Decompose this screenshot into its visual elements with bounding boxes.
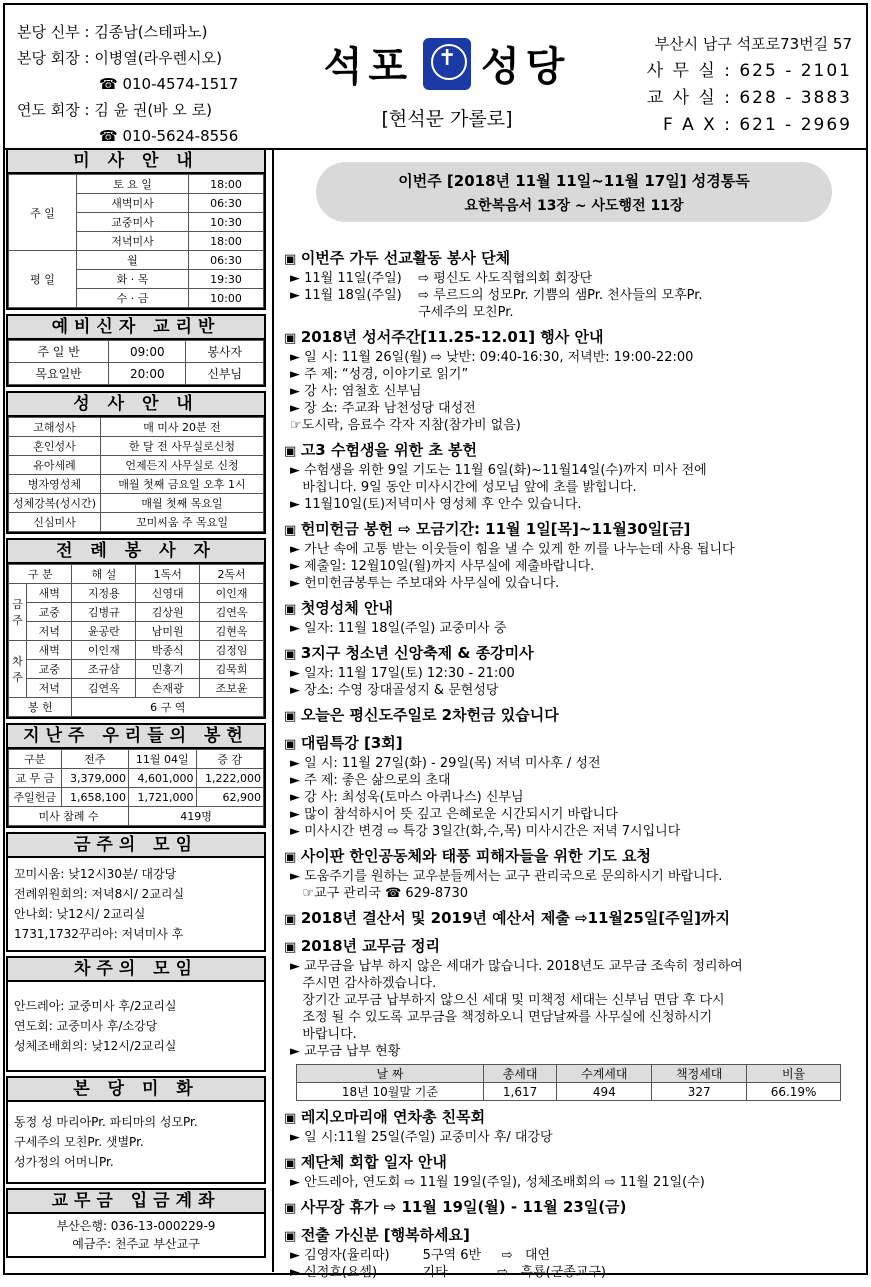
notice-section xyxy=(284,936,862,1101)
notice-line: ► 미사시간 변경 ⇨ 특강 3일간(화,수,목) 미사시간은 저녁 7시입니다 xyxy=(290,824,681,839)
title-part-b: 성당 xyxy=(481,44,571,90)
notice-line: ► 많이 참석하시어 뜻 깊고 은혜로운 시간되시기 바랍니다 xyxy=(290,807,618,822)
prayer-phone: ☎ 010-5624-8556 xyxy=(99,127,239,145)
notice-section xyxy=(284,643,862,699)
table-cell: 20:00 xyxy=(109,363,186,385)
table-row xyxy=(9,475,264,494)
ministry-title: 전 례 봉 사 자 xyxy=(8,540,264,564)
table-row xyxy=(9,660,264,679)
mass-day: 화 · 목 xyxy=(77,270,189,289)
table-cell: 김정임 xyxy=(200,641,264,660)
table-cell: 신부님 xyxy=(186,363,264,385)
notice-title: ▣ 3지구 청소년 신앙축제 & 종강미사 xyxy=(284,643,862,665)
meeting-item: 연도회: 교중미사 후/소강당 xyxy=(14,1019,158,1033)
header-cell: 증 감 xyxy=(196,750,264,769)
table-row xyxy=(9,175,264,194)
notice-title: ▣ 2018년 결산서 및 2019년 예산서 제출 ⇨11월25일[주일]까지 xyxy=(284,908,862,930)
table-cell: 주 일 반 xyxy=(9,341,109,363)
notice-section xyxy=(284,327,862,434)
notice-line: ► 강 사: 염철호 신부님 xyxy=(290,384,422,399)
notice-line: ► 11월10일(토)저녁미사 영성체 후 안수 있습니다. xyxy=(290,497,582,512)
table-cell: 62,900 xyxy=(196,788,264,807)
mass-time: 06:30 xyxy=(189,194,264,213)
sacrament-name: 병자영성체 xyxy=(9,475,101,494)
mass-group: 주 일 xyxy=(9,175,77,251)
meeting-item: 안드레아: 교중미사 후/2교리실 xyxy=(14,999,177,1013)
header-cell: 구 분 xyxy=(9,565,72,584)
sacrament-name: 신심미사 xyxy=(9,513,101,532)
notice-line: 주시면 감사하겠습니다. xyxy=(290,976,437,991)
notice-title: ▣ 헌미헌금 봉헌 ⇨ 모금기간: 11월 1일[목]~11월30일[금] xyxy=(284,519,862,541)
table-cell: 1,658,100 xyxy=(61,788,128,807)
table-row xyxy=(9,341,264,363)
table-cell: 새벽 xyxy=(27,584,72,603)
notice-line: 구세주의 모친Pr. xyxy=(290,305,514,320)
mass-time: 10:30 xyxy=(189,213,264,232)
table-cell: 손재광 xyxy=(136,679,200,698)
table-cell: 교중 xyxy=(27,660,72,679)
table-cell: 18년 10월말 기준 xyxy=(297,1083,484,1101)
notice-line: ► 장 소: 주교좌 남천성당 대성전 xyxy=(290,401,476,416)
notice-line: ► 주 제: “성경, 이야기로 읽기” xyxy=(290,367,469,382)
notice-section xyxy=(284,1197,862,1219)
table-cell: 민홍기 xyxy=(136,660,200,679)
offering-box xyxy=(6,723,266,828)
table-row xyxy=(9,807,264,826)
table-row xyxy=(9,622,264,641)
notice-line: ► 일 시:11월 25일(주일) 교중미사 후/ 대강당 xyxy=(290,1130,553,1145)
mass-time: 18:00 xyxy=(189,232,264,251)
notice-section xyxy=(284,1152,862,1191)
table-cell: 김병규 xyxy=(72,603,136,622)
table-cell: 신영대 xyxy=(136,584,200,603)
notice-line: ► 장소: 수영 장대골성지 & 문현성당 xyxy=(290,683,499,698)
notice-title: ▣ 2018년 교무금 정리 xyxy=(284,936,862,958)
teacher-tel: 교 사 실 : 628 - 3883 xyxy=(646,88,852,108)
notice-line: ► 도움주기를 원하는 교우분들께서는 교구 관리국으로 문의하시기 바랍니다. xyxy=(290,869,723,884)
prayer-president: 연도 회장 : 김 윤 권(바 오 로) xyxy=(17,101,213,119)
week-group: 차주 xyxy=(9,641,27,698)
account-line: 예금주: 천주교 부산교구 xyxy=(72,1237,200,1251)
table-cell: 김묵희 xyxy=(200,660,264,679)
table-cell: 교 무 금 xyxy=(9,769,62,788)
table-cell: 09:00 xyxy=(109,341,186,363)
table-cell: 조보윤 xyxy=(200,679,264,698)
title-part-a: 석포 xyxy=(323,44,413,90)
notice-line: ► 일 시: 11월 27일(화) - 29일(목) 저녁 미사후 / 성전 xyxy=(290,756,601,771)
notice-section xyxy=(284,908,862,930)
mass-time: 18:00 xyxy=(189,175,264,194)
parish-president: 본당 회장 : 이병열(라우렌시오) xyxy=(17,49,222,67)
sacrament-name: 혼인성사 xyxy=(9,437,101,456)
notices xyxy=(284,248,862,1287)
notice-line: ☞도시락, 음료수 각자 지참(참가비 없음) xyxy=(290,418,521,433)
header-cell: 1독서 xyxy=(136,565,200,584)
notice-line: ► 강 사: 최성욱(토마스 아퀴나스) 신부님 xyxy=(290,790,524,805)
notice-title: ▣ 이번주 가두 선교활동 봉사 단체 xyxy=(284,248,862,270)
header-cell: 비율 xyxy=(747,1065,841,1083)
notice-section xyxy=(284,440,862,513)
notice-title: ▣ 사이판 한인공동체와 태풍 피해자들을 위한 기도 요청 xyxy=(284,846,862,868)
week-group: 금주 xyxy=(9,584,27,641)
mass-day: 저녁미사 xyxy=(77,232,189,251)
notice-line: 바랍니다. xyxy=(290,1027,357,1042)
offering-label: 봉 헌 xyxy=(9,698,72,717)
account-box xyxy=(6,1188,266,1258)
notice-line: ► 11월 11일(주일) ⇨ 평신도 사도직협의회 회장단 xyxy=(290,271,593,286)
notice-title: ▣ 대림특강 [3회] xyxy=(284,733,862,755)
offering-title: 지난주 우리들의 봉헌 xyxy=(8,725,264,749)
notice-line: 바칩니다. 9일 동안 미사시간에 성모님 앞에 초를 밝힙니다. xyxy=(290,480,637,495)
table-header xyxy=(9,565,264,584)
table-cell: 이인재 xyxy=(200,584,264,603)
table-cell: 66.19% xyxy=(747,1083,841,1101)
presidium-item: 구세주의 모친Pr. 샛별Pr. xyxy=(14,1135,144,1149)
right-column xyxy=(272,148,864,1280)
offering-group: 6 구 역 xyxy=(72,698,264,717)
header-cell: 11월 04일 xyxy=(129,750,196,769)
account-line: 부산은행: 036-13-000229-9 xyxy=(56,1219,216,1233)
header-cell: 날 짜 xyxy=(297,1065,484,1083)
header-cell: 해 설 xyxy=(72,565,136,584)
president-phone: ☎ 010-4574-1517 xyxy=(99,75,239,93)
sacrament-info: 매월 첫째 목요일 xyxy=(101,494,264,513)
notice-title: ▣ 전출 가신분 [행복하세요] xyxy=(284,1225,862,1247)
notice-line: ► 일자: 11월 18일(주일) 교중미사 중 xyxy=(290,621,507,636)
table-cell: 3,379,000 xyxy=(61,769,128,788)
header-cell: 전주 xyxy=(61,750,128,769)
meeting-item: 성체조배회의: 낮12시/2교리실 xyxy=(14,1039,177,1053)
church-emblem-icon xyxy=(423,38,471,90)
catechumen-title: 예비신자 교리반 xyxy=(8,316,264,340)
mass-time: 06:30 xyxy=(189,251,264,270)
table-row xyxy=(9,437,264,456)
notice-line: 장기간 교무금 납부하지 않으신 세대 및 미책정 세대는 신부님 면담 후 다시 xyxy=(290,993,725,1008)
notice-line: ► 일자: 11월 17일(토) 12:30 - 21:00 xyxy=(290,666,515,681)
mass-box xyxy=(6,148,266,310)
table-row xyxy=(9,418,264,437)
notice-section xyxy=(284,705,862,727)
table-header xyxy=(9,750,264,769)
notice-line: 조정 될 수 있도록 교무금을 책정하오니 면담날짜를 사무실에 신청하시기 xyxy=(290,1010,713,1025)
table-cell: 327 xyxy=(652,1083,747,1101)
table-cell: 1,617 xyxy=(483,1083,556,1101)
table-cell: 저녁 xyxy=(27,622,72,641)
notice-section xyxy=(284,1225,862,1281)
table-row xyxy=(9,513,264,532)
header-address xyxy=(647,31,852,139)
patrons-title: 본 당 미 화 xyxy=(8,1078,264,1102)
patrons-box xyxy=(6,1076,266,1184)
table-cell: 봉사자 xyxy=(186,341,264,363)
table-cell: 1,721,000 xyxy=(129,788,196,807)
table-cell: 남미원 xyxy=(136,622,200,641)
thisweek-title: 금주의 모임 xyxy=(8,834,264,858)
catechumen-box xyxy=(6,314,266,387)
table-row xyxy=(9,603,264,622)
header-cell: 총세대 xyxy=(483,1065,556,1083)
header-cell: 수계세대 xyxy=(557,1065,652,1083)
notice-line: ► 김영자(율리따) 5구역 6반 ⇨ 대연 xyxy=(290,1248,551,1263)
mass-day: 교중미사 xyxy=(77,213,189,232)
notice-title: ▣ 첫영성체 안내 xyxy=(284,598,862,620)
mass-day: 월 xyxy=(77,251,189,270)
mass-time: 10:00 xyxy=(189,289,264,308)
header-contacts xyxy=(17,19,238,149)
mass-time: 19:30 xyxy=(189,270,264,289)
notice-section xyxy=(284,248,862,321)
notice-section xyxy=(284,733,862,840)
table-cell: 새벽 xyxy=(27,641,72,660)
mass-day: 수 · 금 xyxy=(77,289,189,308)
notice-line: ► 교무금 납부 현황 xyxy=(290,1044,401,1059)
meeting-item: 1731,1732꾸리아: 저녁미사 후 xyxy=(14,927,184,941)
table-cell: 김연옥 xyxy=(72,679,136,698)
notice-section xyxy=(284,598,862,637)
table-cell: 박종식 xyxy=(136,641,200,660)
table-row xyxy=(9,251,264,270)
presidium-item: 성가정의 어머니Pr. xyxy=(14,1155,114,1169)
fax: F A X : 621 - 2969 xyxy=(662,115,852,135)
budget-table xyxy=(296,1064,841,1101)
nextweek-title: 차주의 모임 xyxy=(8,958,264,982)
sacrament-name: 성체강복(성시간) xyxy=(9,494,101,513)
address: 부산시 남구 석포로73번길 57 xyxy=(654,35,852,53)
table-cell: 목요일반 xyxy=(9,363,109,385)
sacrament-info: 꼬미씨움 주 목요일 xyxy=(101,513,264,532)
sacrament-title: 성 사 안 내 xyxy=(8,393,264,417)
meeting-item: 전례위원회의: 저녁8시/ 2교리실 xyxy=(14,887,185,901)
table-cell: 1,222,000 xyxy=(196,769,264,788)
notice-line: ► 교무금을 납부 하지 않은 세대가 많습니다. 2018년도 교무금 조속히 정리하여 xyxy=(290,959,743,974)
sacrament-name: 유아세례 xyxy=(9,456,101,475)
notice-title: ▣ 2018년 성서주간[11.25-12.01] 행사 안내 xyxy=(284,327,862,349)
table-cell: 지정용 xyxy=(72,584,136,603)
sacrament-name: 고해성사 xyxy=(9,418,101,437)
table-cell: 저녁 xyxy=(27,679,72,698)
sacrament-info: 언제든지 사무실로 신청 xyxy=(101,456,264,475)
notice-section xyxy=(284,1107,862,1146)
table-row xyxy=(9,769,264,788)
table-row xyxy=(9,584,264,603)
notice-line: ► 안드레아, 연도회 ⇨ 11월 19일(주일), 성체조배회의 ⇨ 11월 21일(수) xyxy=(290,1175,705,1190)
sacrament-box xyxy=(6,391,266,534)
mass-day: 새벽미사 xyxy=(77,194,189,213)
notice-section xyxy=(284,519,862,592)
account-title: 교무금 입금계좌 xyxy=(8,1190,264,1214)
notice-title: ▣ 사무장 휴가 ⇨ 11월 19일(월) - 11월 23일(금) xyxy=(284,1197,862,1219)
mass-title: 미 사 안 내 xyxy=(8,150,264,174)
sacrament-info: 매월 첫째 금요일 오후 1시 xyxy=(101,475,264,494)
notice-section xyxy=(284,846,862,902)
bible-reading-range: 요한복음서 13장 ~ 사도행전 11장 xyxy=(464,198,684,214)
patron-subtitle: [현석문 가롤로] xyxy=(381,108,513,130)
presidium-item: 동정 성 마리아Pr. 파티마의 성모Pr. xyxy=(14,1115,198,1129)
notice-line: ► 수험생을 위한 9일 기도는 11월 6일(화)~11월14일(수)까지 미사 전에 xyxy=(290,463,707,478)
table-row xyxy=(9,679,264,698)
ministry-box xyxy=(6,538,266,719)
mass-day: 토 요 일 xyxy=(77,175,189,194)
bible-reading-banner xyxy=(316,162,832,222)
table-cell: 김상원 xyxy=(136,603,200,622)
table-row xyxy=(9,363,264,385)
office-tel: 사 무 실 : 625 - 2101 xyxy=(646,61,852,81)
header-cell: 구분 xyxy=(9,750,62,769)
notice-line: ☞교구 관리국 ☎ 629-8730 xyxy=(290,886,469,901)
meeting-item: 꼬미시움: 낮12시30분/ 대강당 xyxy=(14,867,177,881)
sacrament-info: 한 달 전 사무실로신청 xyxy=(101,437,264,456)
table-row xyxy=(9,641,264,660)
table-cell: 윤공란 xyxy=(72,622,136,641)
table-row xyxy=(9,456,264,475)
attendance-label: 미사 참례 수 xyxy=(9,807,129,826)
table-cell: 494 xyxy=(557,1083,652,1101)
table-header xyxy=(297,1065,841,1083)
table-cell: 교중 xyxy=(27,603,72,622)
notice-title: ▣ 제단체 회합 일자 안내 xyxy=(284,1152,862,1174)
table-row xyxy=(9,788,264,807)
nextweek-box xyxy=(6,956,266,1072)
meeting-item: 안나회: 낮12시/ 2교리실 xyxy=(14,907,146,921)
table-cell: 4,601,000 xyxy=(129,769,196,788)
table-cell: 김연옥 xyxy=(200,603,264,622)
sacrament-info: 매 미사 20분 전 xyxy=(101,418,264,437)
notice-line: ► 일 시: 11월 26일(월) ⇨ 낮반: 09:40-16:30, 저녁반: 19:00-22:00 xyxy=(290,350,694,365)
attendance-value: 419명 xyxy=(129,807,264,826)
notice-title: ▣ 오늘은 평신도주일로 2차헌금 있습니다 xyxy=(284,705,862,727)
table-row xyxy=(297,1083,841,1101)
notice-line: ► 가난 속에 고통 받는 이웃들이 힘을 낼 수 있게 한 끼를 나누는데 사용 됩니다 xyxy=(290,542,735,557)
table-cell: 김현옥 xyxy=(200,622,264,641)
header-cell: 책정세대 xyxy=(652,1065,747,1083)
notice-title: ▣ 고3 수험생을 위한 초 봉헌 xyxy=(284,440,862,462)
header xyxy=(5,5,866,150)
table-row xyxy=(9,494,264,513)
left-column xyxy=(6,148,266,1262)
church-title xyxy=(317,35,577,131)
notice-line: ► 주 제: 좋은 삶으로의 초대 xyxy=(290,773,451,788)
bible-reading-week: 이번주 [2018년 11월 11일~11월 17일] 성경통독 xyxy=(398,172,750,190)
notice-line: ► 11월 18일(주일) ⇨ 루르드의 성모Pr. 기쁨의 샘Pr. 천사들의 모후Pr. xyxy=(290,288,703,303)
pastor: 본당 신부 : 김종남(스테파노) xyxy=(17,23,208,41)
thisweek-box xyxy=(6,832,266,952)
notice-line: ► 신정호(요셉) 기타 ⇨ 흑룡(군종교구) xyxy=(290,1265,607,1280)
mass-group: 평 일 xyxy=(9,251,77,308)
notice-line: ► 제출일: 12월10일(월)까지 사무실에 제출바랍니다. xyxy=(290,559,595,574)
notice-line: ► 헌미헌금봉투는 주보대와 사무실에 있습니다. xyxy=(290,576,560,591)
table-cell: 조규삼 xyxy=(72,660,136,679)
header-cell: 2독서 xyxy=(200,565,264,584)
table-cell: 주일헌금 xyxy=(9,788,62,807)
table-row xyxy=(9,698,264,717)
table-cell: 이인재 xyxy=(72,641,136,660)
notice-title: ▣ 레지오마리애 연차총 친목회 xyxy=(284,1107,862,1129)
